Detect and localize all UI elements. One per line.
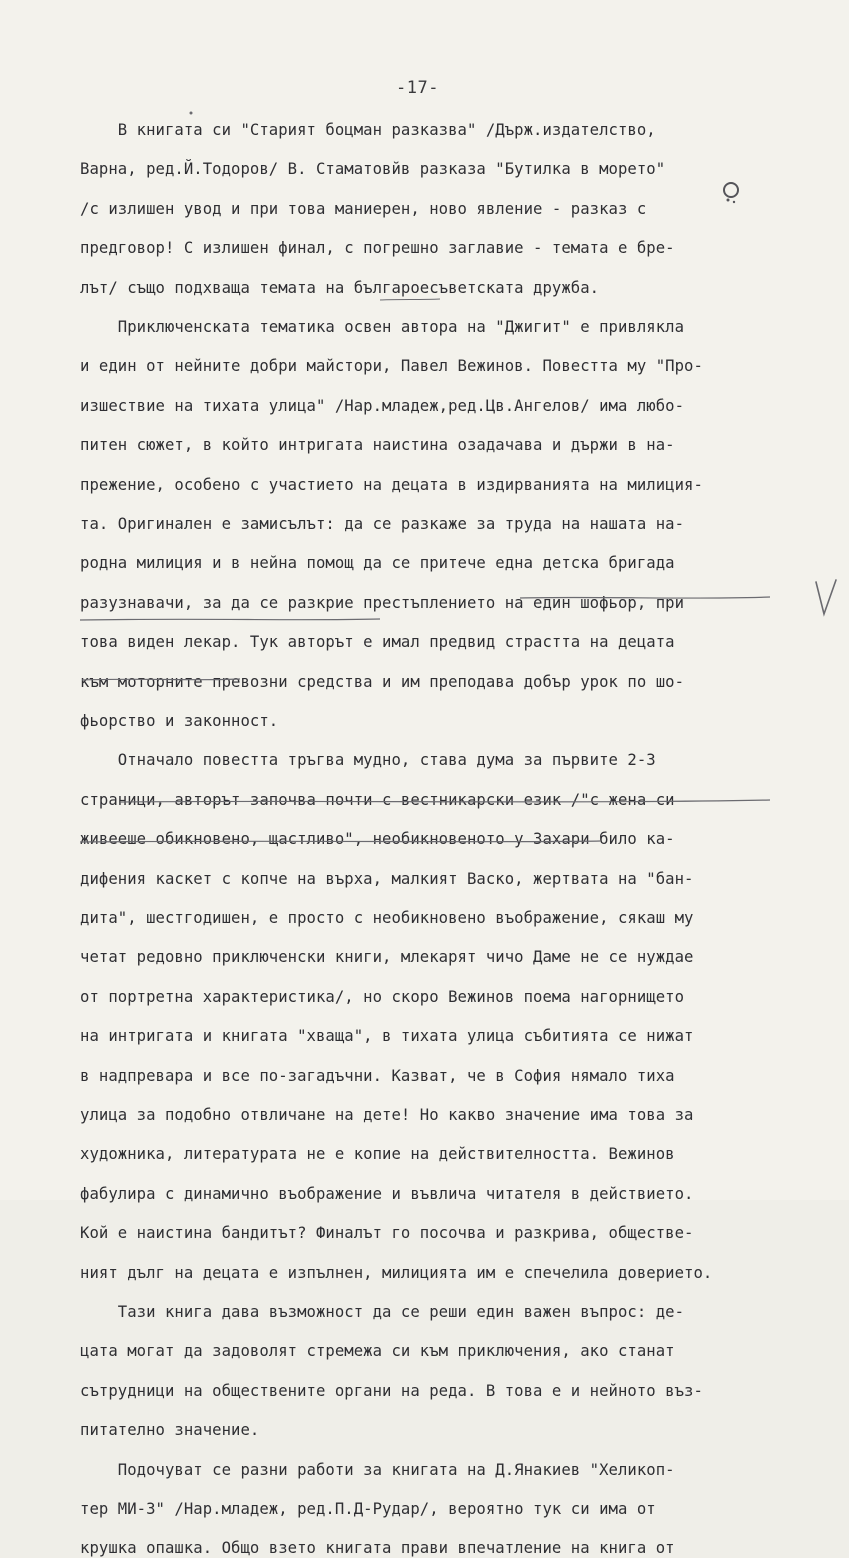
text-line: страници, авторът започва почти с вестникарски език /"с жена си bbox=[80, 790, 675, 809]
text-line: това виден лекар. Тук авторът е имал предвид страстта на децата bbox=[80, 633, 675, 652]
text-line: цата могат да задоволят стремежа си към приключения, ако станат bbox=[80, 1342, 675, 1361]
text-line: улица за подобно отвличане на дете! Но какво значение има това за bbox=[80, 1106, 694, 1124]
text-line: на интригата и книгата "хваща", в тихата улица събитията се нижат bbox=[80, 1027, 694, 1046]
text-line: разузнавачи, за да се разкрие престъплението на един шофьор, при bbox=[80, 593, 685, 612]
text-line: питателно значение. bbox=[80, 1421, 260, 1440]
text-line: изшествие на тихата улица" /Нар.младеж,ред.Цв.Ангелов/ има любо- bbox=[80, 396, 685, 415]
pencil-underline bbox=[80, 0, 820, 1200]
text-line: към моторните превозни средства и им преподава добър урок по шо- bbox=[80, 672, 685, 691]
text-line: питен сюжет, в който интригата наистина озадачава и държи в на- bbox=[80, 436, 675, 455]
ink-blot bbox=[718, 176, 744, 206]
text-line: художника, литературата не е копие на действителността. Вежинов bbox=[80, 1145, 675, 1164]
text-line: и един от нейните добри майстори, Павел Вежинов. Повестта му "Про- bbox=[80, 357, 703, 376]
page-number: -17- bbox=[396, 78, 439, 98]
text-line: Приключенската тематика освен автора на "Джигит" е привлякла bbox=[80, 318, 685, 336]
text-line: в надпревара и все по-загадъчни. Казват, че в София нямало тиха bbox=[80, 1066, 675, 1085]
text-line: дита", шестгодишен, е просто с необикновено въображение, сякаш му bbox=[80, 909, 694, 927]
text-line: предговор! С излишен финал, с погрешно заглавие - темата е бре- bbox=[80, 239, 675, 258]
text-line: фабулира с динамично въображение и въвлича читателя в действието. bbox=[80, 1184, 694, 1203]
text-line: родна милиция и в нейна помощ да се притече една детска бригада bbox=[80, 554, 675, 573]
text-line: Отначало повестта тръгва мудно, става дума за първите 2-3 bbox=[80, 751, 656, 770]
text-line: /с излишен увод и при това маниерен, ново явление - разказ с bbox=[80, 199, 647, 218]
text-line: прежение, особено с участието на децата в издирванията на милиция- bbox=[80, 475, 703, 494]
text-line: В книгата си "Старият боцман разказва" /Държ.издателство, bbox=[80, 121, 656, 139]
text-line: сътрудници на обществените органи на реда. В това е и нейното въз- bbox=[80, 1381, 703, 1400]
text-line: тер МИ-3" /Нар.младеж, ред.П.Д-Рудар/, вероятно тук си има от bbox=[80, 1500, 656, 1518]
text-line: крушка опашка. Общо взето книгата прави впечатление на книга от bbox=[80, 1539, 675, 1558]
text-line: живееше обикновено, щастливо", необикновеното у Захари било ка- bbox=[80, 830, 675, 849]
text-line: от портретна характеристика/, но скоро Вежинов поема нагорнището bbox=[80, 987, 685, 1006]
text-line: Кой е наистина бандитът? Финалът го посочва и разкрива, обществе- bbox=[80, 1224, 694, 1243]
text-line: дифения каскет с копче на върха, малкият Васко, жертвата на "бан- bbox=[80, 869, 694, 888]
text-line: Варна, ред.Й.Тодоров/ В. Стаматовйв разказа "Бутилка в морето" bbox=[80, 160, 666, 179]
text-line: четат редовно приключенски книги, млекарят чичо Даме не се нуждае bbox=[80, 948, 694, 967]
text-line: ният дълг на децата е изпълнен, милицията им е спечелила доверието. bbox=[80, 1263, 713, 1282]
small-dot bbox=[188, 110, 194, 116]
text-line: та. Оригинален е замисълът: да се разкаже за труда на нашата на- bbox=[80, 515, 685, 533]
text-line: Тази книга дава възможност да се реши един важен въпрос: де- bbox=[80, 1303, 685, 1321]
text-line: лът/ също подхваща темата на българоесъветската дружба. bbox=[80, 278, 600, 297]
text-line: Подочуват се разни работи за книгата на Д.Янакиев "Хеликоп- bbox=[80, 1460, 675, 1479]
text-line: фьорство и законност. bbox=[80, 712, 279, 730]
